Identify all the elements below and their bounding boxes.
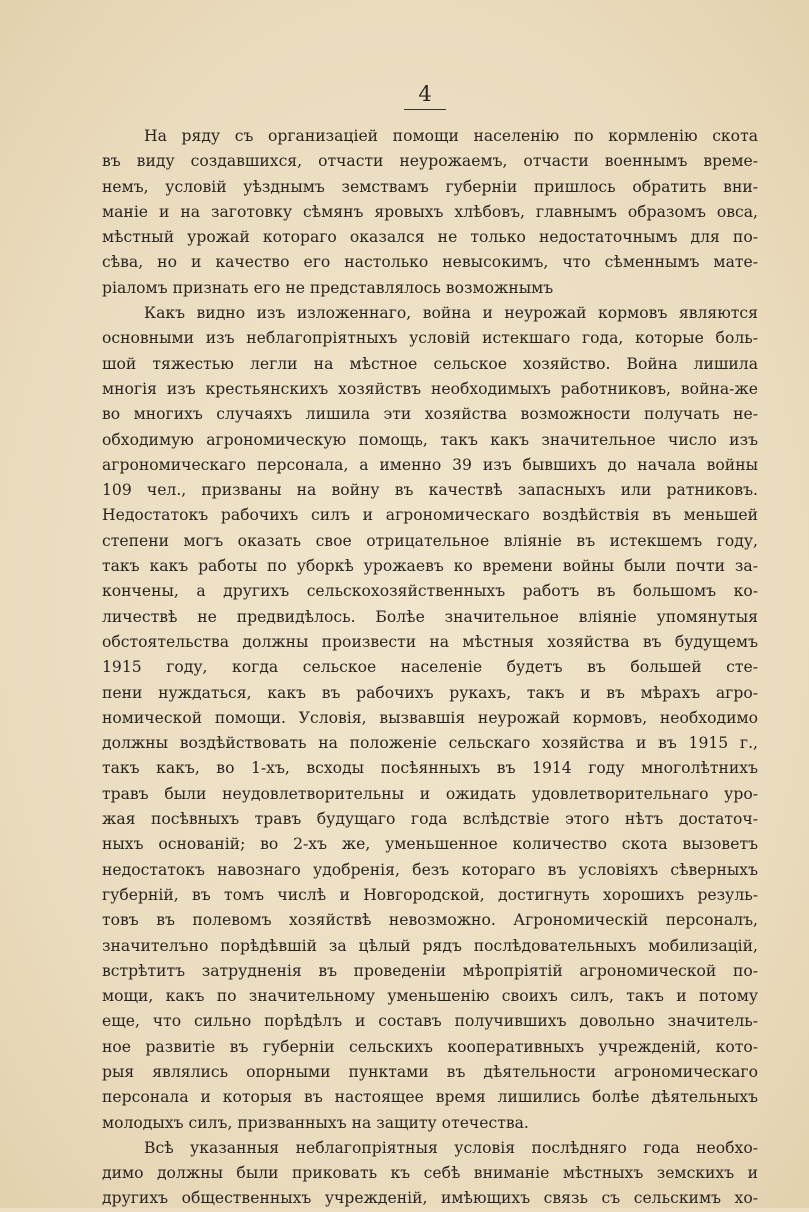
text-line: рыя являлись опорными пунктами въ дѣятельности агрономическаго [102,1062,758,1081]
paragraph-3 [102,1136,758,1212]
paragraph-2 [102,301,758,1136]
text-line: травъ были неудовлетворительны и ожидать удовлетворительнаго уро- [102,784,758,803]
text-line: такъ какъ, во 1-хъ, всходы посѣянныхъ въ 1914 году многолѣтнихъ [102,759,758,778]
text-line: обстоятельства должны произвести на мѣстныя хозяйства въ будущемъ [102,632,758,651]
text-line: во многихъ случаяхъ лишила эти хозяйства возможности получать не- [102,405,758,424]
text-line: значителъно порѣдѣвшiй за цѣлый рядъ послѣдовательныхъ мобилизацiй, [102,936,758,955]
page-number: 4 [418,82,432,106]
text-line: Всѣ указанныя неблагопрiятныя условiя послѣдняго года необхо- [144,1138,758,1157]
text-line: димо должны были приковать къ себѣ вниманiе мѣстныхъ земскихъ и [102,1164,758,1183]
text-line: кончены, а другихъ сельскохозяйственныхъ работъ въ большомъ ко- [102,582,758,601]
text-line: мощи, какъ по значительному уменьшенiю своихъ силъ, такъ и потому [102,987,758,1006]
text-line: номической помощи. Условiя, вызвавшiя неурожай кормовъ, необходимо [102,708,758,727]
text-line: основными изъ неблагопрiятныхъ условiй истекшаго года, которые боль- [102,329,758,348]
text-line: 1915 году, когда сельское населенiе будетъ въ большей сте- [102,658,758,677]
text-line: манiе и на заготовку сѣмянъ яровыхъ хлѣбовъ, главнымъ образомъ овса, [102,202,758,221]
text-line: многiя изъ крестьянскихъ хозяйствъ необходимыхъ работниковъ, война-же [102,379,758,398]
text-line: личествѣ не предвидѣлось. Болѣе значительное влiянiе упомянутыя [102,607,758,626]
text-line: губернiй, въ томъ числѣ и Новгородской, достигнуть хорошихъ резуль- [102,885,758,904]
text-line: шой тяжестью легли на мѣстное сельское хозяйство. Война лишила [102,354,758,373]
text-line: недостатокъ навознаго удобренiя, безъ котораго въ условiяхъ сѣверныхъ [102,860,758,879]
text-line: обходимую агрономическую помощь, такъ какъ значительное число изъ [102,430,758,449]
text-line: въ виду создавшихся, отчасти неурожаемъ, отчасти военнымъ време- [102,152,758,171]
text-line: немъ, условiй уѣзднымъ земствамъ губернiи пришлось обратить вни- [102,177,758,196]
text-line: пени нуждаться, какъ въ рабочихъ рукахъ, такъ и въ мѣрахъ агро- [102,683,758,702]
text-line: молодыхъ силъ, призванныхъ на защиту отечества. [102,1113,529,1132]
text-line: степени могъ оказать свое отрицательное влiянiе въ истекшемъ году, [102,531,758,550]
text-line: агрономическаго персонала, а именно 39 изъ бывшихъ до начала войны [102,455,758,474]
text-line: Какъ видно изъ изложеннаго, война и неурожай кормовъ являются [144,304,758,323]
text-line: такъ какъ работы по уборкѣ урожаевъ ко времени войны были почти за- [102,557,758,576]
text-line: 109 чел., призваны на войну въ качествѣ запасныхъ или ратниковъ. [102,481,758,500]
text-line: сѣва, но и качество его настолько невысокимъ, что сѣменнымъ мате- [102,253,758,272]
text-line: жая посѣвныхъ травъ будущаго года вслѣдствiе этого нѣтъ достаточ- [102,810,758,829]
text-line: мѣстный урожай котораго оказался не только недостаточнымъ для по- [102,228,758,247]
text-line: ное развитiе въ губернiи сельскихъ кооперативныхъ учрежденiй, кото- [102,1037,758,1056]
text-line: другихъ общественныхъ учрежденiй, имѣющихъ связь съ сельскимъ хо- [102,1189,758,1208]
text-line: встрѣтитъ затрудненiя въ проведенiи мѣропрiятiй агрономической по- [102,961,758,980]
text-line: рiаломъ признать его не представлялось возможнымъ [102,278,554,297]
paragraph-1 [102,124,758,301]
text-line: Недостатокъ рабочихъ силъ и агрономическаго воздѣйствiя въ меньшей [102,506,758,525]
body-text [102,124,758,1212]
page-number-rule [404,109,446,110]
text-line: персонала и которыя въ настоящее время лишились болѣе дѣятельныхъ [102,1088,758,1107]
text-line: На ряду съ организацiей помощи населенiю по кормленiю скота [144,127,758,145]
text-line: товъ въ полевомъ хозяйствѣ невозможно. Агрономическiй персоналъ, [102,911,758,930]
text-line: еще, что сильно порѣдѣлъ и составъ получившихъ довольно значитель- [102,1012,758,1031]
text-line: должны воздѣйствовать на положенiе сельскаго хозяйства и въ 1915 г., [102,734,758,753]
text-line: ныхъ основанiй; во 2-хъ же, уменьшенное количество скота вызоветъ [102,835,758,854]
